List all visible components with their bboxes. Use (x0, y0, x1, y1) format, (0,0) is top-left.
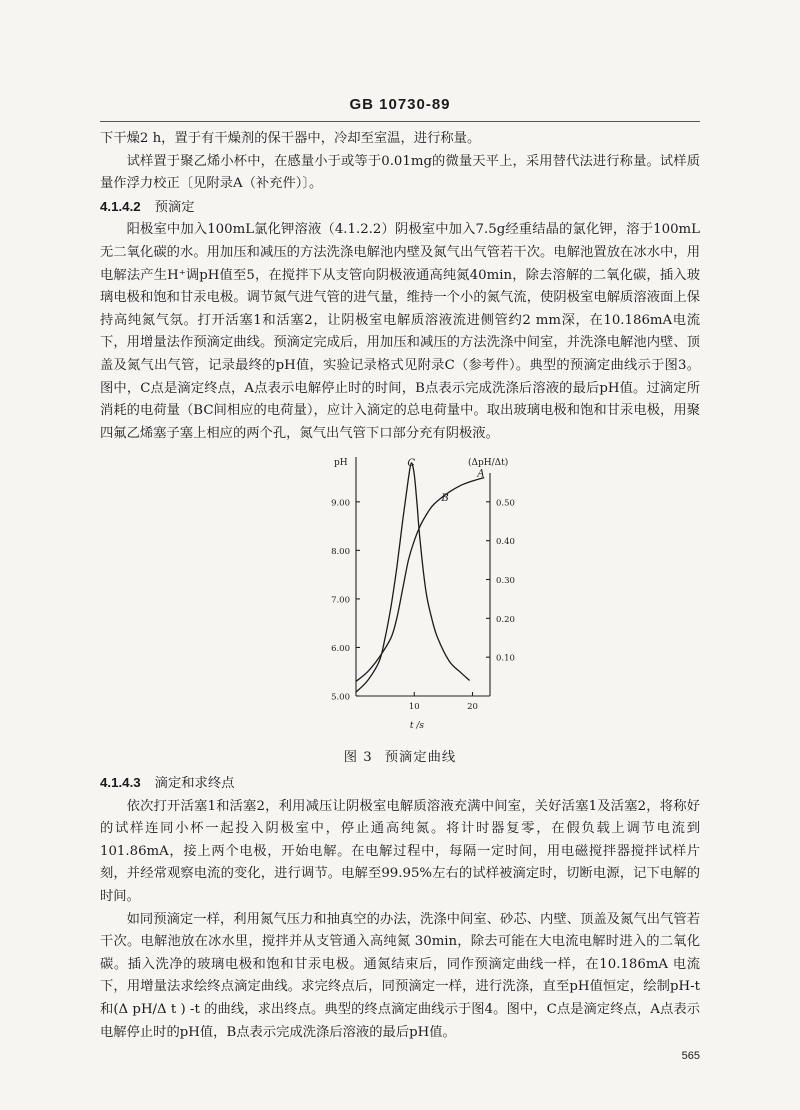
section-number: 4.1.4.2 (100, 198, 141, 214)
ph-curve (356, 478, 484, 682)
header-rule (100, 121, 700, 122)
chart-axes (356, 457, 490, 696)
paragraph-titration: 依次打开活塞1和活塞2，利用减压让阴极室电解质溶液充满中间室，关好活塞1及活塞2，将称好的试样连同小杯一起投入阴极室中，停止通高纯氮。将计时器复零，在假负载上调节电流到101.86mA，接上两个电极，开始电解。在电解过程中，每隔一定时间，用电磁搅拌器搅拌试样片刻，并经常观察电流的变化，进行调节。电解至99.95%左右的试样被滴定时，切断电源，记下电解的时间。 (100, 798, 700, 904)
y-tick-label: 9.00 (331, 498, 350, 509)
section-title: 预滴定 (154, 199, 195, 215)
x-tick-label: 20 (467, 702, 478, 712)
y-tick-label: 5.00 (331, 692, 350, 703)
point-label-c: C (407, 457, 416, 469)
x-tick-label: 10 (408, 702, 420, 712)
body-text-block-1 (100, 128, 700, 445)
point-label-b: B (441, 493, 449, 505)
x-axis-title: t /s (409, 721, 425, 731)
paragraph-drying: 下干燥2 h，置于有干燥剂的保干器中，冷却至室温，进行称量。 (100, 131, 481, 146)
body-text-block-2 (100, 772, 700, 1044)
chart-series (356, 463, 484, 692)
figure-caption (0, 746, 800, 765)
y2-axis-title: (ΔpH/Δt) (468, 458, 509, 468)
point-label-a: A (477, 468, 485, 480)
figure-title: 预滴定曲线 (384, 750, 457, 765)
section-title: 滴定和求终点 (154, 776, 235, 791)
pretitration-chart (300, 445, 530, 745)
page-number: 565 (681, 1050, 700, 1062)
derivative-curve (356, 463, 470, 692)
chart-labels (334, 457, 508, 731)
y2-tick-label: 0.30 (496, 576, 515, 586)
y-axis-title: pH (334, 458, 348, 468)
section-number: 4.1.4.3 (100, 775, 141, 790)
y-tick-label: 6.00 (331, 643, 350, 654)
section-heading-titration (100, 772, 700, 796)
figure-number: 图 3 (343, 750, 373, 765)
y-tick-label: 7.00 (331, 595, 350, 606)
y-tick-label: 8.00 (331, 546, 350, 557)
y2-tick-label: 0.50 (496, 498, 515, 509)
standard-number-header: GB 10730-89 (349, 96, 451, 113)
paragraph-weighing: 试样置于聚乙烯小杯中，在感量小于或等于0.01mg的微量天平上，采用替代法进行称量。试样质量作浮力校正〔见附录A（补充件）〕。 (100, 153, 700, 192)
y2-tick-label: 0.40 (496, 537, 515, 548)
paragraph-endpoint: 如同预滴定一样，利用氮气压力和抽真空的办法，洗涤中间室、砂芯、内壁、顶盖及氮气出气管若干次。电解池放在冰水里，搅拌并从支管通入高纯氮 30min，除去可能在大电流电解时进入的二氧化碳。插入洗净的玻璃电极和饱和甘汞电极。通氮结束后，同作预滴定曲线一样，在10.186mA 电流下，用增量法求绘终点滴定曲线。求完终点后，同预滴定一样，进行洗涤，直至pH值恒定，绘制pH-t和(Δ pH/Δ t ) -t 的曲线，求出终点。典型的终点滴定曲线示于图4。图中，C点是滴定终点，A点表示电解停止时的pH值，B点表示完成洗涤后溶液的最后pH值。 (100, 911, 700, 1040)
section-heading-pretitration (100, 196, 700, 220)
y2-tick-label: 0.20 (496, 614, 515, 625)
paragraph-pretitration: 阳极室中加入100mL氯化钾溶液（4.1.2.2）阴极室中加入7.5g经重结晶的氯化钾，溶于100mL无二氧化碳的水。用加压和减压的方法洗涤电解池内壁及氮气出气管若干次。电解池置放在冰水中，用电解法产生H⁺调pH值至5，在搅拌下从支管向阴极液通高纯氮40min，除去溶解的二氧化碳，插入玻璃电极和饱和甘汞电极。调节氮气进气管的进气量，维持一个小的氮气流，使阴极室电解质溶液面上保持高纯氮气氛。打开活塞1和活塞2，让阴极室电解质溶液流进侧管约2 mm深，在10.186mA电流下，用增量法作预滴定曲线。预滴定完成后，用加压和减压的方法洗涤中间室，并洗涤电解池内壁、顶盖及氮气出气管，记录最终的pH值，实验记录格式见附录C（参考件）。典型的预滴定曲线示于图3。图中，C点是滴定终点，A点表示电解停止时的时间，B点表示完成洗涤后溶液的最后pH值。过滴定所消耗的电荷量（BC间相应的电荷量），应计入滴定的总电荷量中。取出玻璃电极和饱和甘汞电极，用聚四氟乙烯塞子塞上相应的两个孔，氮气出气管下口部分充有阴极液。 (100, 222, 700, 441)
y2-tick-label: 0.10 (496, 653, 515, 664)
